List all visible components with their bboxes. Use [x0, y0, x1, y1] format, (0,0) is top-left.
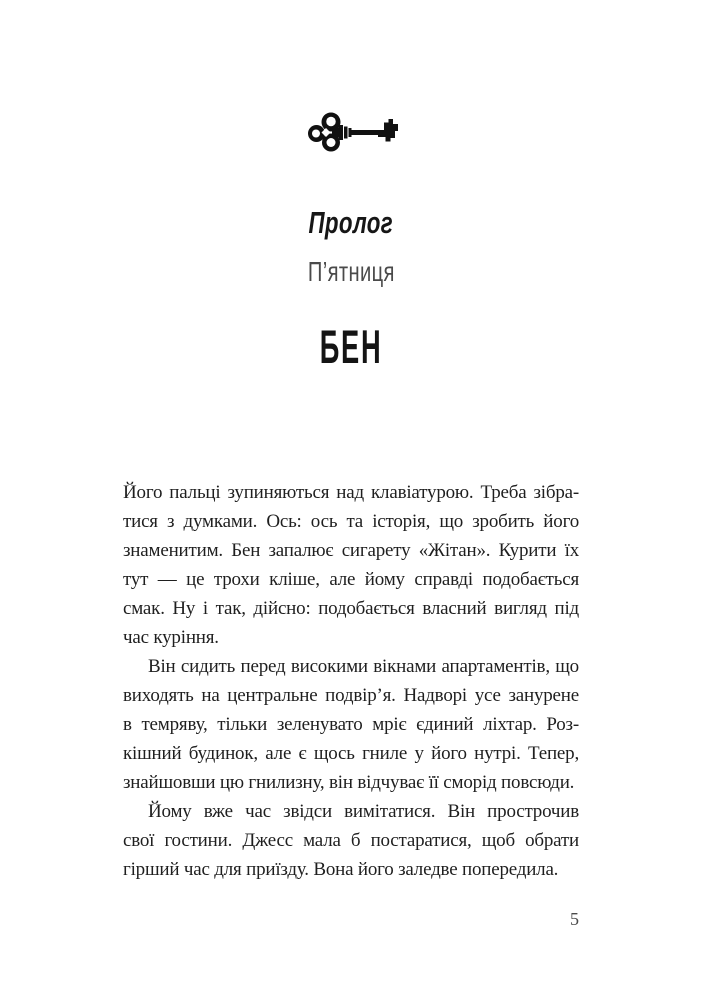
body-line: Його пальці зупиняються над клавіатурою. Треба зібра- [123, 482, 579, 503]
body-line: Йому вже час звідси вимітатися. Він прострочив [148, 801, 579, 822]
body-line: свої гостини. Джесс мала б постаратися, щоб обрати [123, 830, 579, 851]
chapter-kicker-text: Пролог [308, 205, 394, 240]
body-line: Він сидить перед високими вікнами апартаментів, що [148, 656, 579, 677]
chapter-kicker [123, 206, 579, 240]
page-number: 5 [570, 909, 579, 929]
body-text [123, 478, 579, 884]
skeleton-key-icon [303, 111, 400, 152]
body-line: в темряву, тільки зеленувато мріє єдиний ліхтар. Роз- [123, 714, 579, 735]
body-line: час куріння. [123, 627, 219, 648]
body-line: тут — це трохи кліше, але йому справді подобається [123, 569, 579, 590]
body-line: виходять на центральне подвір’я. Надворі усе занурене [123, 685, 579, 706]
body-line: тися з думками. Ось: ось та історія, що зробить його [123, 511, 579, 532]
chapter-title [123, 322, 579, 371]
chapter-day [123, 257, 579, 288]
body-line: знаменитим. Бен запалює сигарету «Жітан». Курити їх [123, 540, 579, 561]
body-line: смак. Ну і так, дійсно: подобається власний вигляд під [123, 598, 579, 619]
chapter-day-text: П’ятниця [307, 256, 395, 287]
body-line: кішний будинок, але є щось гниле у його нутрі. Тепер, [123, 743, 579, 764]
body-line: гірший час для приїзду. Вона його заледве попередила. [123, 859, 559, 880]
body-line: знайшовши цю гнилизну, він відчуває її сморід повсюди. [123, 772, 575, 793]
chapter-title-text: БЕН [319, 320, 383, 373]
